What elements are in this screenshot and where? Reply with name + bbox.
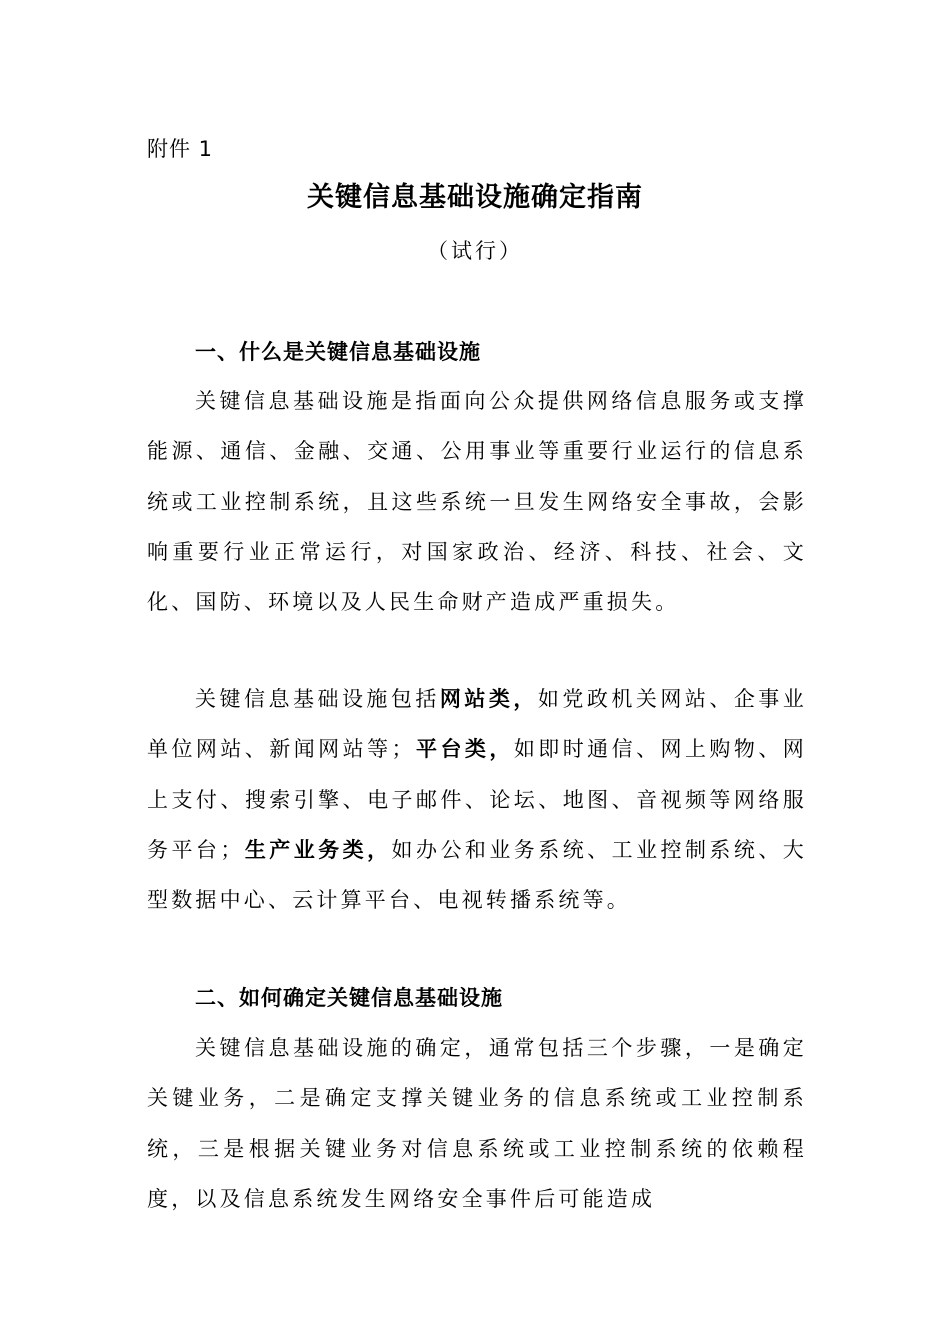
section-1-paragraph-1: 关键信息基础设施是指面向公众提供网络信息服务或支撑能源、通信、金融、交通、公用事业等重要行业运行的信息系统或工业控制系统，且这些系统一旦发生网络安全事故，会影响重要行业正常运行，对国家政治、经济、科技、社会、文化、国防、环境以及人民生命财产造成严重损失。 bbox=[147, 389, 807, 615]
paragraph-text: 如党政机关网站、企事业单位网站、新闻网站等； bbox=[147, 687, 807, 762]
document-title: 关键信息基础设施确定指南 bbox=[307, 182, 643, 213]
section-2-paragraph-1: 关键信息基础设施的确定，通常包括三个步骤，一是确定关键业务，二是确定支撑关键业务的信息系统或工业控制系统，三是根据关键业务对信息系统或工业控制系统的依赖程度，以及信息系统发生网络安全事件后可能造成 bbox=[147, 1036, 807, 1211]
paragraph-text: 如办公和业务系统、工业控制系统、大型数据中心、云计算平台、电视转播系统等。 bbox=[147, 837, 807, 913]
section-1-paragraph-2 bbox=[147, 674, 807, 925]
paragraph-text: 如即时通信、网上购物、网上支付、搜索引擎、电子邮件、论坛、地图、音视频等网络服务平台； bbox=[147, 737, 807, 862]
document-subtitle: （试行） bbox=[427, 239, 523, 263]
section-heading-2: 二、如何确定关键信息基础设施 bbox=[195, 986, 503, 1010]
category-website: 网站类， bbox=[439, 687, 538, 711]
paragraph-text: 关键信息基础设施包括 bbox=[195, 687, 440, 711]
category-production: 生产业务类， bbox=[244, 837, 392, 862]
attachment-label: 附件 1 bbox=[147, 137, 214, 161]
section-heading-1: 一、什么是关键信息基础设施 bbox=[195, 340, 481, 364]
category-platform: 平台类， bbox=[415, 737, 514, 762]
